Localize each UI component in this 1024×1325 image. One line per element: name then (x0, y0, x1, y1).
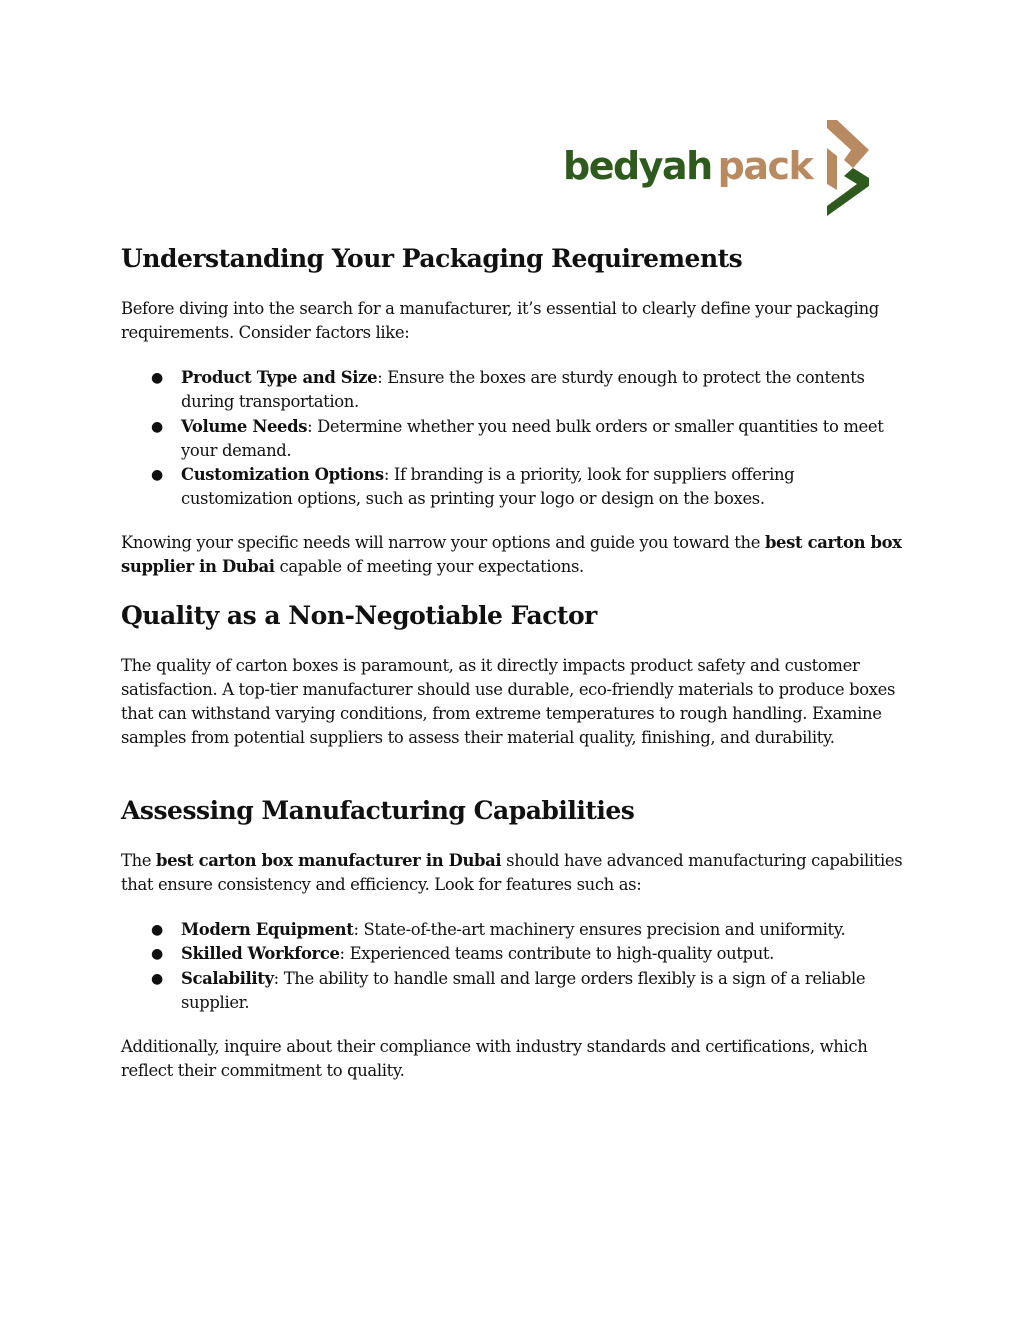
bullet-icon: ● (151, 970, 163, 987)
bullet-icon: ● (151, 418, 163, 435)
logo-word-bedyah: bedyah (563, 144, 712, 188)
bullet-term: Volume Needs (181, 416, 308, 436)
text-span: The (121, 851, 156, 870)
bullet-term: Skilled Workforce (181, 944, 340, 964)
paragraph-manufacturing-outro: Additionally, inquire about their compliance with industry standards and certifications, which reflect their commitment to quality. (121, 1037, 868, 1080)
logo-word-pack: pack (717, 144, 813, 188)
paragraph-quality: The quality of carton boxes is paramount, as it directly impacts product safety and customer satisfaction. A top-tier manufacturer should use durable, eco-friendly materials to produce boxes that can withstand varying conditions, from extreme temperatures to rough handling. Examine samples from potential suppliers to assess their material quality, finishing, and durability. (121, 656, 896, 747)
brand-logo (563, 120, 883, 216)
list-item (121, 967, 906, 1016)
bullet-text: : Experienced teams contribute to high-quality output. (339, 944, 774, 964)
list-item (121, 942, 906, 966)
bullet-text: : Determine whether you need bulk orders or smaller quantities to meet your demand. (181, 416, 884, 460)
heading-packaging-requirements: Understanding Your Packaging Requirements (121, 244, 743, 273)
bullet-text: : State-of-the-art machinery ensures precision and uniformity. (353, 920, 846, 939)
text-span: should have advanced manufacturing capabilities that ensure consistency and efficiency. Look for features such as: (121, 851, 903, 894)
bullet-icon: ● (151, 467, 163, 484)
heading-manufacturing: Assessing Manufacturing Capabilities (121, 796, 635, 825)
heading-quality: Quality as a Non-Negotiable Factor (121, 601, 597, 630)
bullet-text: : The ability to handle small and large orders flexibly is a sign of a reliable supplier. (181, 968, 866, 1012)
text-span: capable of meeting your expectations. (274, 557, 584, 576)
list-item (121, 415, 906, 464)
bullet-term: Customization Options (181, 465, 384, 485)
bedyah-b-monogram-icon (827, 120, 873, 216)
bullet-text: : Ensure the boxes are sturdy enough to protect the contents during transportation. (181, 368, 865, 412)
list-item (121, 366, 906, 415)
bullet-term: Modern Equipment (181, 920, 354, 939)
list-capabilities (121, 918, 906, 1015)
list-item (121, 463, 906, 512)
text-span: Knowing your specific needs will narrow your options and guide you toward the (121, 533, 765, 552)
paragraph-requirements-intro: Before diving into the search for a manufacturer, it’s essential to clearly define your packaging requirements. Consider factors like: (121, 299, 879, 342)
paragraph-manufacturing-intro (121, 849, 906, 897)
list-requirements (121, 366, 906, 512)
bullet-icon: ● (151, 370, 163, 386)
bullet-term: Product Type and Size (181, 368, 378, 387)
bullet-term: Scalability (181, 968, 274, 988)
bullet-text: : If branding is a priority, look for suppliers offering customization options, such as printing your logo or design on the boxes. (181, 465, 795, 509)
bullet-icon: ● (151, 922, 163, 938)
bullet-icon: ● (151, 946, 163, 963)
logo-wordmark (563, 144, 812, 188)
paragraph-requirements-outro (121, 531, 906, 579)
bold-phrase: best carton box manufacturer in Dubai (156, 851, 502, 870)
bold-phrase: best carton box supplier in Dubai (121, 533, 902, 576)
list-item (121, 918, 906, 942)
